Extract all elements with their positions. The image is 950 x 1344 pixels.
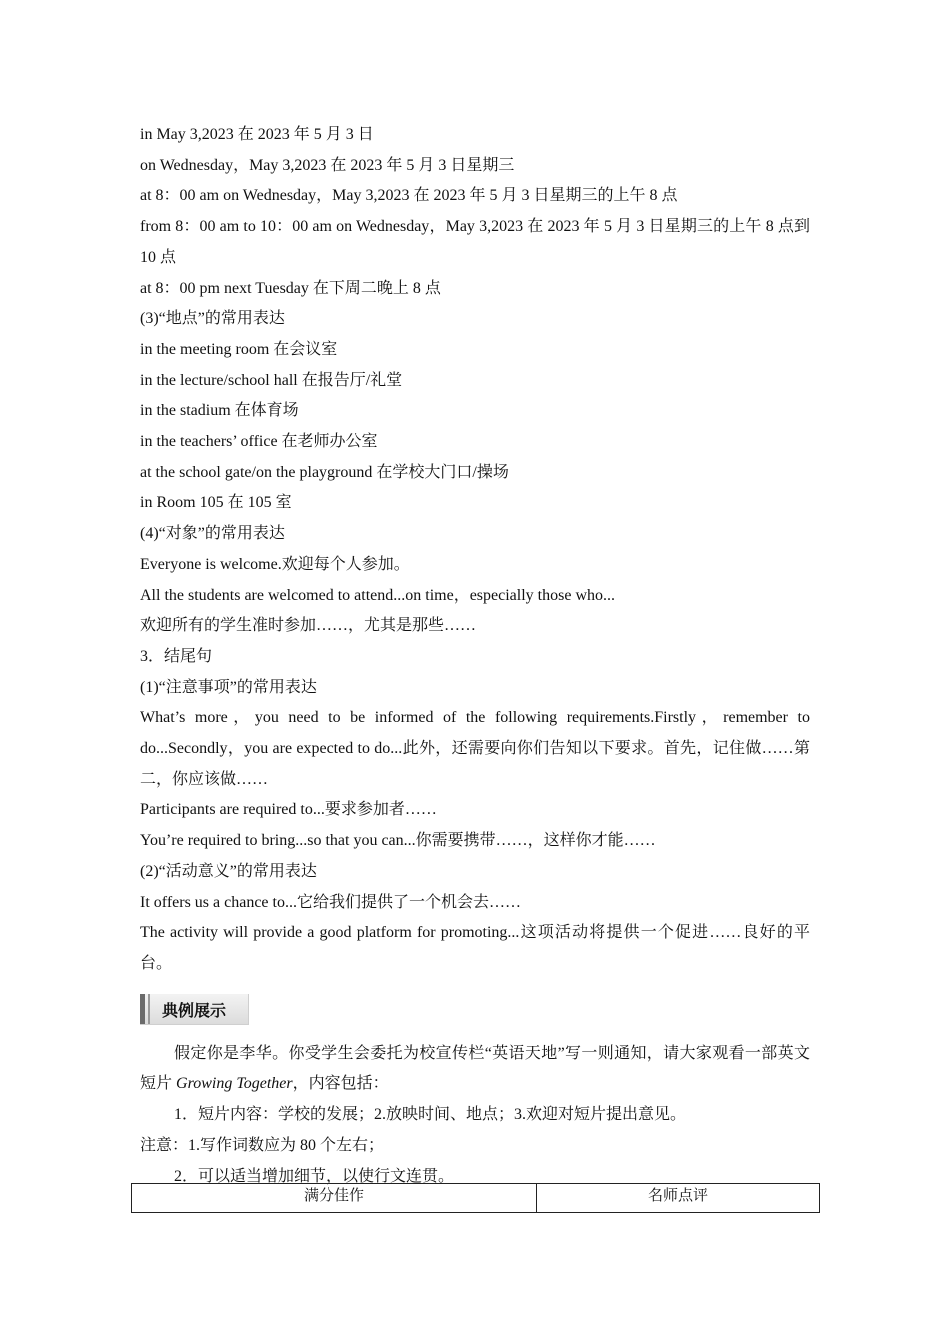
place-item: in Room 105 在 105 室: [140, 494, 292, 512]
tag-bar-icon: [140, 994, 145, 1024]
time-example-5: at 8：00 pm next Tuesday 在下周二晚上 8 点: [140, 279, 441, 297]
audience-item: All the students are welcomed to attend...on time，especially those who...: [140, 586, 615, 604]
time-example-2: on Wednesday，May 3,2023 在 2023 年 5 月 3 日星期三: [140, 156, 515, 174]
place-item: in the teachers’ office 在老师办公室: [140, 433, 378, 451]
prompt-text-before: 假定你是李华。你受学生会委托为校宣传栏“英语天地”写一则通知，请大家观看一部英文短片: [140, 1044, 810, 1093]
meaning-paragraph: The activity will provide a good platform for promoting...这项活动将提供一个促进……良好的平台。: [140, 924, 810, 972]
time-example-3: at 8：00 am on Wednesday，May 3,2023 在 2023 年 5 月 3 日星期三的上午 8 点: [140, 187, 678, 205]
example-section-label: 典例展示: [162, 1000, 227, 1020]
audience-item: 欢迎所有的学生准时参加……，尤其是那些……: [140, 617, 477, 635]
document-page: [140, 120, 810, 1192]
prompt-text-after: ，内容包括：: [292, 1075, 389, 1093]
tag-bar-secondary-icon: [148, 994, 150, 1024]
audience-item: Everyone is welcome.欢迎每个人参加。: [140, 555, 410, 573]
audience-heading: (4)“对象”的常用表达: [140, 525, 285, 543]
place-item: in the lecture/school hall 在报告厅/礼堂: [140, 371, 403, 389]
place-item: at the school gate/on the playground 在学校大门口/操场: [140, 463, 509, 481]
example-note-2: 2．可以适当增加细节，以使行文连贯。: [174, 1167, 455, 1185]
example-requirement: 1．短片内容：学校的发展；2.放映时间、地点；3.欢迎对短片提出意见。: [174, 1106, 687, 1124]
example-note-1: 注意：1.写作词数应为 80 个左右；: [140, 1136, 385, 1154]
table-header-row: [132, 1184, 820, 1213]
time-example-4: from 8：00 am to 10：00 am on Wednesday，May 3,2023 在 2023 年 5 月 3 日星期三的上午 8 点到 10 点: [140, 218, 810, 266]
place-item: in the meeting room 在会议室: [140, 340, 338, 358]
time-example-1: in May 3,2023 在 2023 年 5 月 3 日: [140, 126, 374, 143]
place-heading: (3)“地点”的常用表达: [140, 310, 285, 328]
meaning-item: It offers us a chance to...它给我们提供了一个机会去……: [140, 893, 521, 911]
place-item: in the stadium 在体育场: [140, 402, 299, 420]
example-section-tag: [140, 994, 249, 1025]
table-header-model-essay: 满分佳作: [132, 1184, 537, 1213]
notes-paragraph: What’s more，you need to be informed of the following requirements.Firstly，remember to do...Secondly，you are expected to do...此外，还需要向你们告知以下要求。首先，记住做……第二，你应该做……: [140, 709, 810, 788]
film-title: Growing Together: [176, 1075, 293, 1093]
notes-item: You’re required to bring...so that you can...你需要携带……，这样你才能……: [140, 832, 656, 850]
notes-item: Participants are required to...要求参加者……: [140, 801, 437, 819]
closing-heading: 3．结尾句: [140, 647, 213, 665]
meaning-heading: (2)“活动意义”的常用表达: [140, 862, 317, 880]
table-header-teacher-comment: 名师点评: [537, 1184, 820, 1213]
evaluation-table: [131, 1183, 820, 1213]
example-prompt: [140, 1039, 810, 1100]
notes-heading: (1)“注意事项”的常用表达: [140, 678, 317, 696]
